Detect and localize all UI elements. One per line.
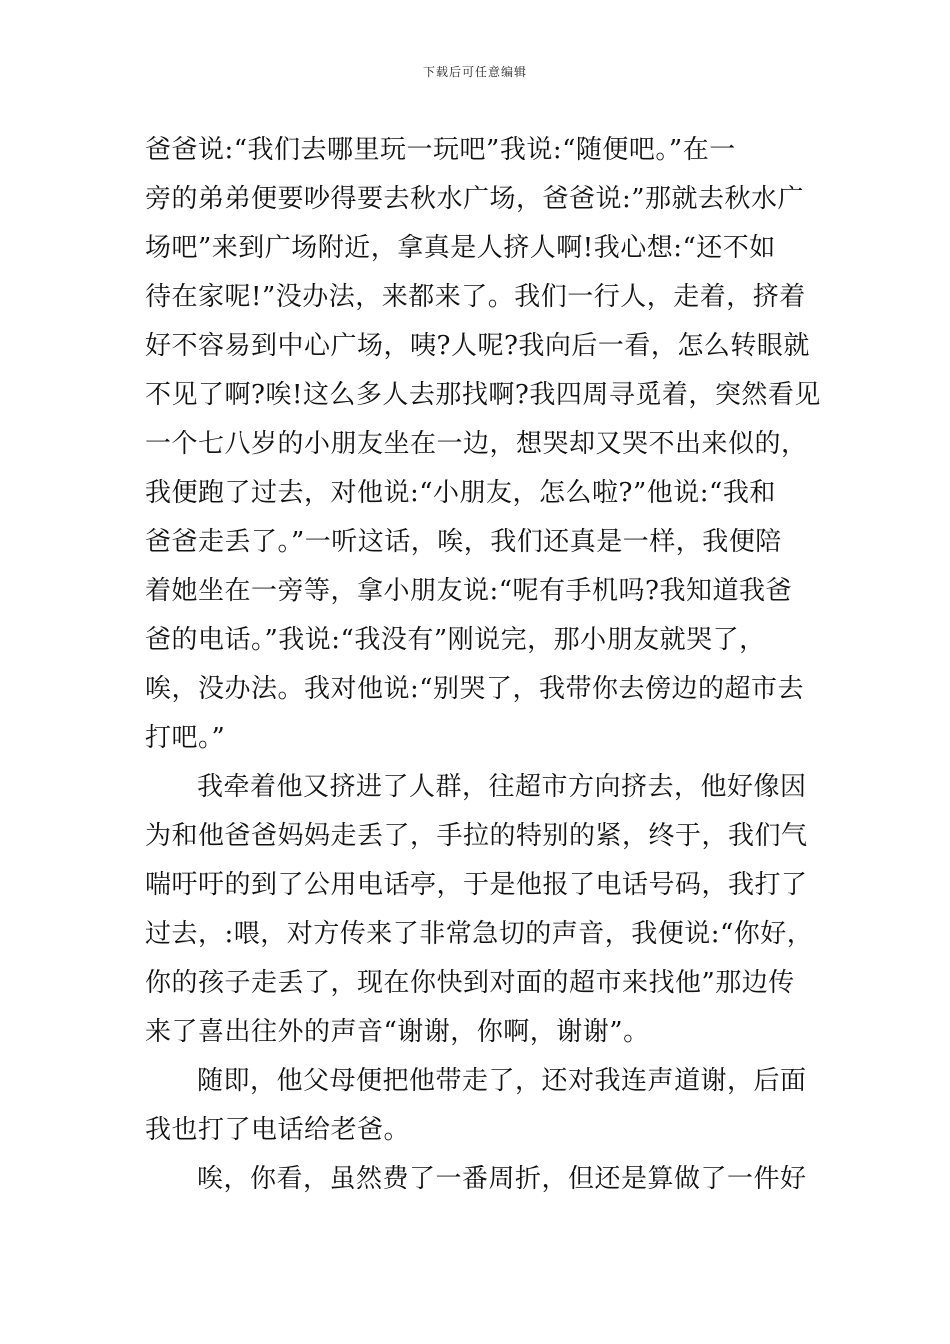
- paragraph-4: [145, 1155, 811, 1204]
- text-line: 喘吁吁的到了公用电话亭，于是他报了电话号码，我打了: [145, 870, 808, 900]
- text-line: 一个七八岁的小朋友坐在一边，想哭却又哭不出来似的，: [145, 429, 808, 459]
- text-line: 随即，他父母便把他带走了，还对我连声道谢，后面: [197, 1066, 807, 1096]
- text-line: 我也打了电话给老爸。: [145, 1115, 411, 1145]
- text-line: 我牵着他又挤进了人群，往超市方向挤去，他好像因: [197, 772, 807, 802]
- text-line: 过去，:喂，对方传来了非常急切的声音，我便说:“你好，: [145, 919, 814, 949]
- text-line: 打吧。”: [145, 723, 226, 753]
- text-line: 唉，你看，虽然费了一番周折，但还是算做了一件好: [197, 1164, 807, 1194]
- text-line: 着她坐在一旁等，拿小朋友说:“呢有手机吗?我知道我爸: [145, 576, 792, 606]
- text-line: 爸爸说:“我们去哪里玩一玩吧”我说:“随便吧。”在一: [145, 135, 736, 165]
- text-line: 我便跑了过去，对他说:“小朋友，怎么啦?”他说:“我和: [145, 478, 776, 508]
- text-line: 好不容易到中心广场，咦?人呢?我向后一看，怎么转眼就: [145, 331, 810, 361]
- document-body: [145, 126, 821, 1204]
- text-line: 旁的弟弟便要吵得要去秋水广场，爸爸说:”那就去秋水广: [145, 184, 805, 214]
- text-line: 爸爸走丢了。”一听这话，唉，我们还真是一样，我便陪: [145, 527, 782, 557]
- paragraph-1: [145, 126, 821, 763]
- text-line: 爸的电话。”我说:“我没有”刚说完，那小朋友就哭了，: [145, 625, 766, 655]
- paragraph-3: [145, 1057, 811, 1155]
- text-line: 为和他爸爸妈妈走丢了，手拉的特别的紧，终于，我们气: [145, 821, 808, 851]
- text-line: 你的孩子走丢了，现在你快到对面的超市来找他”那边传: [145, 968, 795, 998]
- text-line: 唉，没办法。我对他说:“别哭了，我带你去傍边的超市去: [145, 674, 805, 704]
- text-line: 场吧”来到广场附近，拿真是人挤人啊!我心想:“还不如: [145, 233, 776, 263]
- page-header: 下载后可任意编辑: [422, 65, 527, 79]
- text-line: 不见了啊?唉!这么多人去那找啊?我四周寻觅着，突然看见: [145, 380, 821, 410]
- text-line: 待在家呢!”没办法，来都来了。我们一行人，走着，挤着: [145, 282, 806, 312]
- text-line: 来了喜出往外的声音“谢谢，你啊，谢谢”。: [145, 1017, 650, 1047]
- paragraph-2: [145, 763, 814, 1057]
